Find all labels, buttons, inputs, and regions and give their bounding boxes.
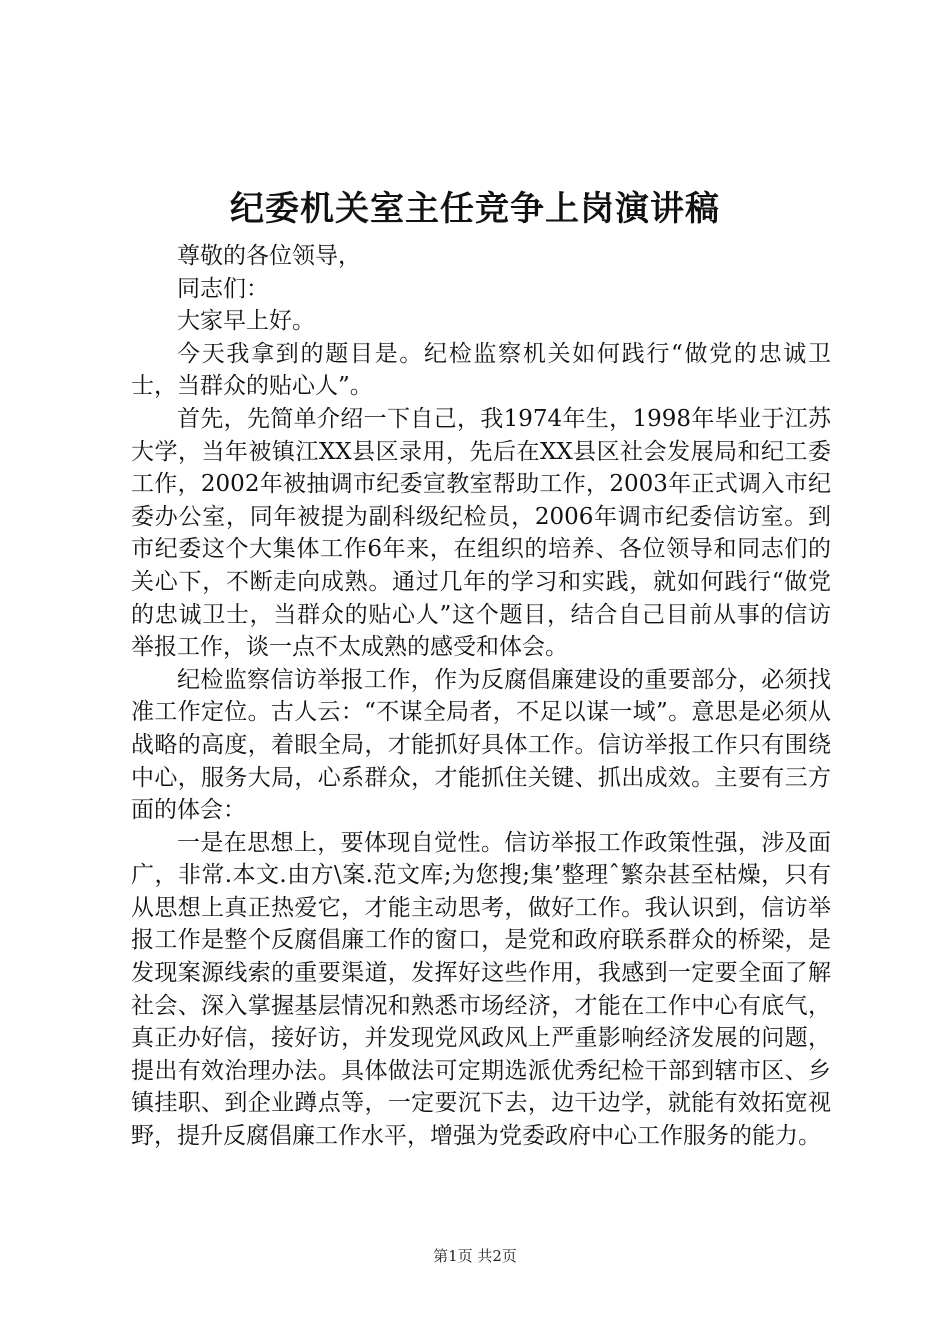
body-paragraph: 纪检监察信访举报工作，作为反腐倡廉建设的重要部分，必须找准工作定位。古人云：“不谋全局者，不足以谋一域”。意思是必须从战略的高度，着眼全局，才能抓好具体工作。信访举报工作只有围绕中心，服务大局，心系群众，才能抓住关键、抓出成效。主要有三方面的体会： bbox=[131, 666, 831, 824]
document-body bbox=[131, 240, 831, 1153]
greeting-paragraph: 大家早上好。 bbox=[177, 308, 315, 335]
page-number-footer: 第1页 共2页 bbox=[433, 1247, 517, 1265]
body-paragraph: 首先，先简单介绍一下自己，我1974年生，1998年毕业于江苏大学，当年被镇江XX县区录用，先后在XX县区社会发展局和纪工委工作，2002年被抽调市纪委宣教室帮助工作，2003年正式调入市纪委办公室，同年被提为副科级纪检员，2006年调市纪委信访室。到市纪委这个大集体工作6年来，在组织的培养、各位领导和同志们的关心下，不断走向成熟。通过几年的学习和实践，就如何践行“做党的忠诚卫士，当群众的贴心人”这个题目，结合自己目前从事的信访举报工作，谈一点不太成熟的感受和体会。 bbox=[131, 405, 831, 661]
salutation-paragraph: 同志们： bbox=[177, 275, 269, 302]
body-paragraph: 一是在思想上，要体现自觉性。信访举报工作政策性强，涉及面广，非常.本文.由方\案.范文库;为您搜;集’整理ˆ繁杂甚至枯燥，只有从思想上真正热爱它，才能主动思考，做好工作。我认识到，信访举报工作是整个反腐倡廉工作的窗口，是党和政府联系群众的桥梁，是发现案源线索的重要渠道，发挥好这些作用，我感到一定要全面了解社会、深入掌握基层情况和熟悉市场经济，才能在工作中心有底气，真正办好信，接好访，并发现党风政风上严重影响经济发展的问题，提出有效治理办法。具体做法可定期选派优秀纪检干部到辖市区、乡镇挂职、到企业蹲点等，一定要沉下去，边干边学，就能有效拓宽视野，提升反腐倡廉工作水平，增强为党委政府中心工作服务的能力。 bbox=[131, 829, 831, 1150]
body-paragraph: 今天我拿到的题目是。纪检监察机关如何践行“做党的忠诚卫士，当群众的贴心人”。 bbox=[131, 340, 831, 400]
document-title: 纪委机关室主任竞争上岗演讲稿 bbox=[230, 189, 720, 229]
salutation-paragraph: 尊敬的各位领导， bbox=[177, 243, 361, 269]
